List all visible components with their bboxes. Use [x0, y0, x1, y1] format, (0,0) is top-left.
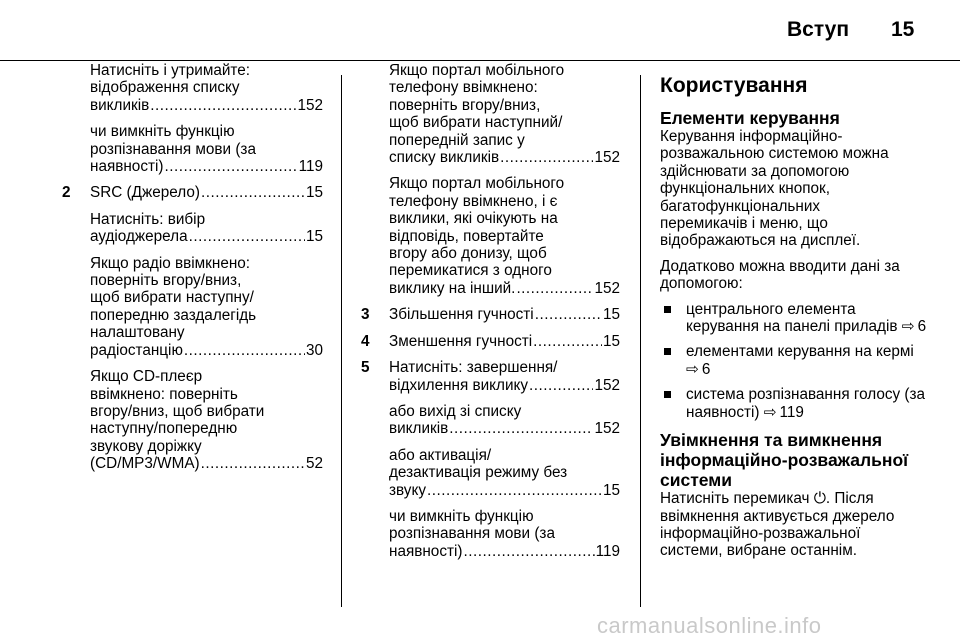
index-entry — [90, 62, 323, 114]
entry-text: списку викликів — [389, 149, 500, 167]
entry-text: радіостанцію — [90, 341, 183, 359]
bullet-text-line — [686, 301, 925, 318]
page-reference: 152 — [594, 149, 620, 167]
page-reference: 119 — [298, 158, 323, 176]
page-reference: 15 — [602, 332, 620, 350]
index-entry — [90, 211, 323, 246]
header-rule — [0, 60, 960, 61]
entry-last-line — [90, 228, 323, 245]
entry-text-line: Якщо портал мобільного — [389, 175, 565, 193]
page-reference: 15 — [305, 228, 323, 246]
entry-text-line: налаштовану — [90, 324, 185, 342]
onoff-heading — [660, 430, 925, 490]
item-number: 5 — [361, 359, 370, 377]
text-line: Увімкнення та вимкнення — [660, 430, 883, 451]
watermark: carmanualsonline.info — [597, 613, 822, 638]
input-methods-list — [660, 301, 925, 421]
index-entry — [389, 447, 620, 499]
entry-last-line — [389, 306, 620, 323]
text-line: системи — [660, 470, 732, 491]
entry-last-line — [90, 342, 323, 359]
bullet-square — [664, 306, 671, 313]
column-divider-1 — [341, 75, 342, 607]
entry-text: виклику на інший. — [389, 279, 516, 297]
index-entry — [90, 368, 323, 472]
bullet-item — [660, 386, 925, 421]
column-divider-2 — [640, 75, 641, 607]
dot-leader — [500, 149, 593, 166]
bullet-text-line — [686, 404, 925, 421]
entry-last-line — [389, 543, 620, 560]
item-number: 2 — [62, 184, 71, 202]
entry-text-line: Якщо радіо ввімкнено: — [90, 254, 251, 272]
bullet-item — [660, 343, 925, 378]
index-entry — [389, 62, 620, 166]
entry-text: Збільшення гучності — [389, 306, 534, 324]
dot-leader — [463, 543, 594, 560]
dot-leader — [201, 455, 305, 472]
entry-text-line: Якщо портал мобільного — [389, 62, 565, 79]
index-entry — [90, 123, 323, 175]
entry-text-line: попередній запис у — [389, 131, 525, 149]
section-title: Вступ — [787, 18, 850, 41]
entry-text-line: виклики, які очікують на — [389, 210, 558, 228]
input-paragraph — [660, 258, 925, 293]
page-ref-arrow-icon: ⇨ — [686, 360, 699, 378]
page-reference: 15 — [602, 306, 620, 324]
entry-text-line: поверніть вгору/вниз, — [389, 96, 541, 114]
page-reference: 152 — [297, 96, 323, 114]
entry-text-line: відображення списку — [90, 79, 240, 97]
bullet-text: система розпізнавання голосу (за — [686, 386, 926, 404]
entry-text-line: розпізнавання мови (за — [90, 140, 256, 158]
entry-text-line: наступну/попередню — [90, 420, 238, 438]
bullet-square — [664, 348, 671, 355]
controls-heading: Елементи керування — [660, 108, 840, 128]
entry-last-line — [90, 158, 323, 175]
dot-leader — [535, 306, 602, 323]
usage-title: Користування — [660, 74, 808, 97]
entry-text-line: Натисніть і утримайте: — [90, 62, 251, 79]
entry-last-line — [389, 377, 620, 394]
dot-leader — [427, 482, 602, 499]
entry-text: звуку — [389, 481, 426, 499]
bullet-text-line — [686, 318, 925, 335]
bullet-text-line — [686, 343, 925, 360]
dot-leader — [529, 377, 593, 394]
dot-leader — [449, 420, 593, 437]
index-entry — [62, 184, 323, 202]
text-line: допомогою: — [660, 275, 743, 293]
page-ref-arrow-icon: ⇨ — [763, 403, 777, 421]
entry-last-line — [90, 455, 323, 472]
page-reference: 30 — [305, 341, 323, 359]
index-entry — [389, 175, 620, 297]
controls-list-column-2 — [361, 62, 620, 569]
entry-text-line: відповідь, повертайте — [389, 227, 544, 245]
bullet-text: наявності) — [686, 403, 760, 421]
entry-text: викликів — [389, 420, 449, 438]
entry-text-line: чи вимкніть функцію — [389, 507, 534, 525]
dot-leader — [189, 228, 305, 245]
entry-text: (CD/MP3/WMA) — [90, 455, 200, 473]
entry-text-line: Натисніть: завершення/ — [389, 359, 558, 377]
entry-text-line: Натисніть: вибір — [90, 210, 206, 228]
entry-text-line: телефону ввімкнено: — [389, 79, 538, 97]
entry-text: аудіоджерела — [90, 228, 188, 246]
text-line: системи, вибране останнім. — [660, 542, 857, 560]
text-line: багатофункціональних — [660, 197, 821, 215]
page-reference: 152 — [594, 279, 620, 297]
page-number: 15 — [891, 18, 915, 41]
entry-text: викликів — [90, 96, 150, 114]
page-reference: 15 — [602, 481, 620, 499]
entry-text-line: дезактивація режиму без — [389, 464, 568, 482]
page-reference: 119 — [779, 403, 804, 421]
text-line: Натисніть перемикач ⏻. Після — [660, 490, 874, 508]
entry-text-line: телефону ввімкнено, і є — [389, 192, 558, 210]
page-ref-arrow-icon: ⇨ — [901, 318, 915, 336]
usage-column — [660, 62, 925, 568]
index-entry — [361, 332, 620, 350]
dot-leader — [164, 158, 297, 175]
entry-text-line: вгору або донизу, щоб — [389, 245, 547, 263]
page-reference: 6 — [701, 360, 711, 378]
text-line: перемикачів і меню, що — [660, 215, 828, 233]
dot-leader — [533, 333, 602, 350]
entry-text-line: або вихід зі списку — [389, 402, 522, 420]
entry-last-line — [90, 97, 323, 114]
entry-last-line — [90, 184, 323, 201]
entry-last-line — [389, 149, 620, 166]
page-reference: 15 — [305, 184, 323, 202]
text-line: ввімкнення активується джерело — [660, 507, 895, 525]
entry-text-line: розпізнавання мови (за — [389, 525, 555, 543]
index-entry — [389, 508, 620, 560]
entry-text-line: щоб вибрати наступну/ — [90, 289, 254, 307]
onoff-paragraph — [660, 490, 925, 560]
dot-leader — [201, 184, 305, 201]
item-number: 3 — [361, 306, 370, 324]
text-line: функціональних кнопок, — [660, 180, 830, 198]
page-reference: 6 — [917, 318, 927, 336]
text-line: здійснювати за допомогою — [660, 162, 850, 180]
page-reference: 52 — [305, 455, 323, 473]
text-line: Додатково можна вводити дані за — [660, 257, 900, 275]
entry-text: Зменшення гучності — [389, 332, 533, 350]
entry-text-line: Якщо CD-плеєр — [90, 368, 203, 386]
entry-text: наявності) — [389, 542, 463, 560]
entry-text-line: вгору/вниз, щоб вибрати — [90, 402, 265, 420]
index-entry — [361, 306, 620, 324]
entry-last-line — [389, 333, 620, 350]
item-number: 4 — [361, 332, 370, 350]
index-entry — [90, 255, 323, 359]
entry-last-line — [389, 280, 620, 297]
text-line: інформаційно-розважальної — [660, 450, 909, 471]
entry-text: SRC (Джерело) — [90, 184, 200, 202]
controls-paragraph — [660, 128, 925, 250]
index-entry — [389, 403, 620, 438]
page-reference: 152 — [594, 420, 620, 438]
entry-text-line: перемикатися з одного — [389, 262, 552, 280]
bullet-square — [664, 391, 671, 398]
page-header — [0, 14, 960, 54]
entry-text-line: ввімкнено: поверніть — [90, 385, 238, 403]
entry-text: відхилення виклику — [389, 376, 529, 394]
dot-leader — [150, 97, 296, 114]
controls-list-column-1 — [62, 62, 323, 482]
entry-last-line — [389, 420, 620, 437]
dot-leader — [184, 342, 305, 359]
index-entry — [361, 359, 620, 394]
text-line: відображаються на дисплеї. — [660, 232, 861, 250]
bullet-ref-line — [686, 361, 925, 378]
bullet-text-line — [686, 386, 925, 403]
page-reference: 152 — [594, 376, 620, 394]
entry-text-line: щоб вибрати наступний/ — [389, 114, 563, 132]
bullet-item — [660, 301, 925, 336]
entry-text-line: чи вимкніть функцію — [90, 123, 235, 141]
text-line: Керування інформаційно- — [660, 128, 843, 145]
entry-text-line: попередню заздалегідь — [90, 306, 257, 324]
bullet-text: елементами керування на кермі — [686, 343, 914, 361]
text-line: розважальною системою можна — [660, 145, 889, 163]
entry-text-line: звукову доріжку — [90, 437, 202, 455]
page-reference: 119 — [595, 542, 620, 560]
entry-text-line: або активація/ — [389, 446, 492, 464]
text-line: інформаційно-розважальної — [660, 524, 861, 542]
bullet-text: центрального елемента — [686, 300, 856, 318]
entry-last-line — [389, 482, 620, 499]
entry-text-line: поверніть вгору/вниз, — [90, 272, 242, 290]
bullet-text: керування на панелі приладів — [686, 318, 898, 336]
dot-leader — [516, 280, 593, 297]
entry-text: наявності) — [90, 158, 164, 176]
